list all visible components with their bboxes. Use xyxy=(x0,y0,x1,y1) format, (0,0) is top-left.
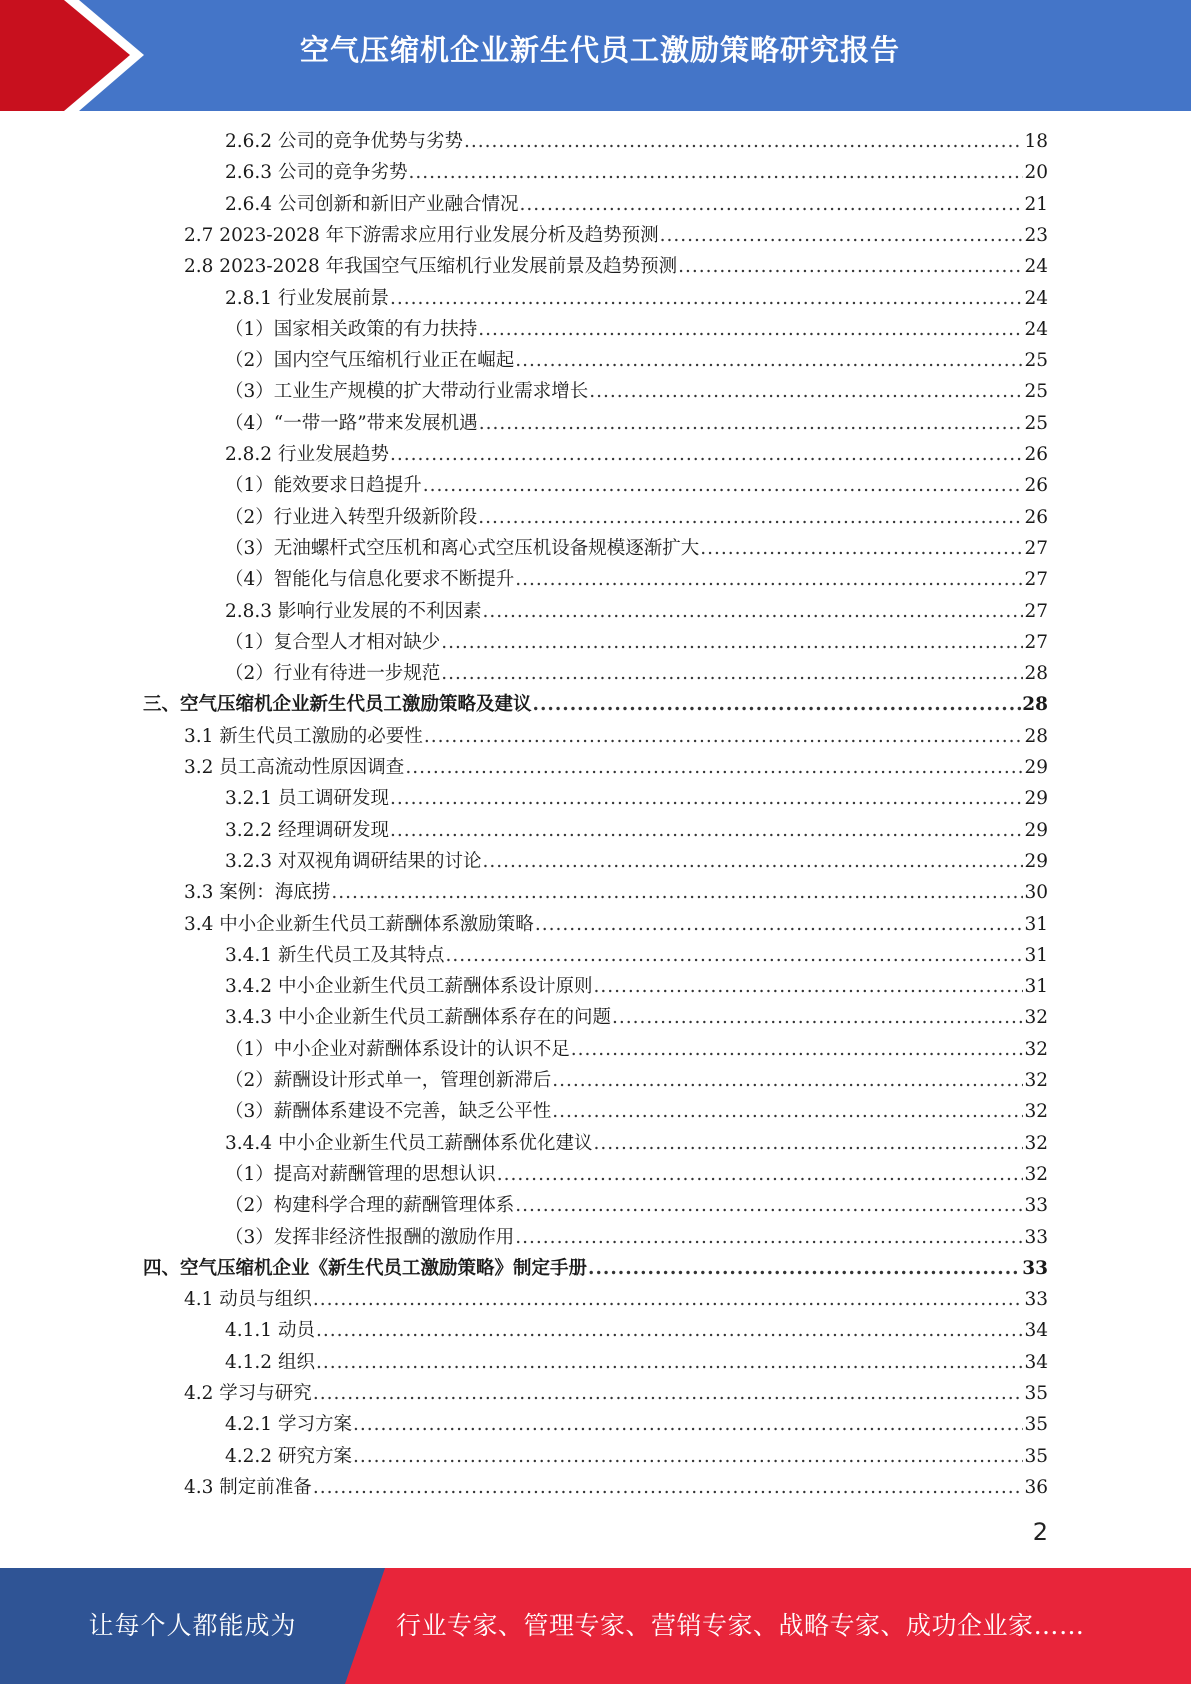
toc-entry[interactable] xyxy=(225,1035,1048,1066)
toc-entry-page: 31 xyxy=(1024,976,1048,998)
toc-entry-title: 2.7 2023-2028 年下游需求应用行业发展分析及趋势预测 xyxy=(184,224,659,246)
toc-entry-page: 30 xyxy=(1024,882,1048,904)
toc-entry-title: 4.3 制定前准备 xyxy=(184,1476,312,1498)
header-arrow-decoration xyxy=(0,0,150,111)
toc-entry[interactable] xyxy=(184,1285,1048,1316)
toc-entry-title: （3）无油螺杆式空压机和离心式空压机设备规模逐渐扩大 xyxy=(225,537,700,559)
toc-dot-leader xyxy=(464,131,1023,152)
toc-entry-page: 26 xyxy=(1024,444,1048,465)
toc-entry[interactable] xyxy=(225,1066,1048,1097)
toc-entry[interactable] xyxy=(225,377,1048,408)
toc-entry-title: 四、空气压缩机企业《新生代员工激励策略》制定手册 xyxy=(143,1257,588,1279)
toc-entry-page: 25 xyxy=(1024,412,1048,434)
toc-dot-leader xyxy=(390,444,1023,465)
toc-entry-title: 2.8.1 行业发展前景 xyxy=(225,287,389,309)
toc-entry[interactable] xyxy=(184,252,1048,283)
toc-entry-title: （1）提高对薪酬管理的思想认识 xyxy=(225,1163,496,1185)
toc-entry[interactable] xyxy=(225,1129,1048,1160)
toc-dot-leader xyxy=(497,1164,1024,1185)
toc-entry[interactable] xyxy=(225,784,1048,815)
toc-entry-title: 4.1.1 动员 xyxy=(225,1320,315,1342)
toc-entry[interactable] xyxy=(225,471,1048,502)
toc-dot-leader xyxy=(700,538,1023,559)
toc-entry-title: 3.4.1 新生代员工及其特点 xyxy=(225,944,445,966)
toc-entry-title: 3.4.2 中小企业新生代员工薪酬体系设计原则 xyxy=(225,976,593,998)
toc-dot-leader xyxy=(482,601,1023,622)
toc-entry-page: 35 xyxy=(1024,1414,1048,1436)
toc-entry-title: 3.3 案例：海底捞 xyxy=(184,882,331,904)
toc-entry-page: 31 xyxy=(1024,944,1048,966)
toc-entry[interactable] xyxy=(225,1160,1048,1191)
toc-entry-page: 27 xyxy=(1024,569,1048,591)
toc-entry[interactable] xyxy=(225,1410,1048,1441)
toc-entry-title: 2.8.3 影响行业发展的不利因素 xyxy=(225,600,482,622)
toc-entry-title: 4.2.2 研究方案 xyxy=(225,1445,352,1467)
toc-entry-page: 33 xyxy=(1024,1226,1048,1248)
toc-entry-page: 18 xyxy=(1024,131,1048,152)
toc-entry-title: 2.8.2 行业发展趋势 xyxy=(225,444,389,465)
toc-entry-page: 33 xyxy=(1024,1195,1048,1217)
toc-dot-leader xyxy=(423,475,1024,496)
toc-entry-page: 28 xyxy=(1024,725,1048,747)
toc-dot-leader xyxy=(353,1446,1024,1467)
toc-dot-leader xyxy=(612,1007,1023,1028)
toc-dot-leader xyxy=(313,1383,1024,1404)
toc-entry-page: 26 xyxy=(1024,506,1048,528)
toc-entry-page: 25 xyxy=(1024,381,1048,403)
toc-entry-title: 3.4 中小企业新生代员工薪酬体系激励策略 xyxy=(184,913,534,935)
toc-entry-title: （4）智能化与信息化要求不断提升 xyxy=(225,569,515,591)
toc-dot-leader xyxy=(331,882,1023,903)
toc-entry-title: 4.2.1 学习方案 xyxy=(225,1414,352,1436)
toc-dot-leader xyxy=(589,381,1023,402)
toc-entry[interactable] xyxy=(143,1254,1048,1285)
toc-entry-title: 4.1.2 组织 xyxy=(225,1351,315,1373)
page-footer xyxy=(0,1568,1191,1684)
toc-dot-leader xyxy=(424,726,1024,747)
toc-entry-page: 32 xyxy=(1024,1070,1048,1091)
toc-entry-title: （2）行业有待进一步规范 xyxy=(225,663,441,685)
toc-entry-title: （2）行业进入转型升级新阶段 xyxy=(225,506,478,528)
toc-entry-title: 4.1 动员与组织 xyxy=(184,1289,312,1311)
toc-entry[interactable] xyxy=(225,503,1048,534)
toc-entry-title: 3.4.3 中小企业新生代员工薪酬体系存在的问题 xyxy=(225,1007,611,1029)
toc-entry[interactable] xyxy=(184,722,1048,753)
toc-entry[interactable] xyxy=(225,597,1048,628)
toc-dot-leader xyxy=(405,757,1023,778)
toc-entry-page: 27 xyxy=(1024,600,1048,622)
toc-entry-title: 2.6.4 公司创新和新旧产业融合情况 xyxy=(225,193,519,215)
toc-entry-title: （1）能效要求日趋提升 xyxy=(225,475,422,497)
toc-entry-page: 36 xyxy=(1024,1476,1048,1498)
toc-entry[interactable] xyxy=(225,1442,1048,1473)
toc-entry[interactable] xyxy=(225,409,1048,440)
toc-entry-page: 32 xyxy=(1024,1101,1048,1123)
toc-dot-leader xyxy=(593,1133,1023,1154)
toc-entry[interactable] xyxy=(225,628,1048,659)
toc-dot-leader xyxy=(519,194,1023,215)
toc-dot-leader xyxy=(515,1195,1023,1216)
toc-entry-page: 24 xyxy=(1024,256,1048,278)
toc-entry-page: 24 xyxy=(1024,287,1048,309)
toc-entry-title: （1）复合型人才相对缺少 xyxy=(225,631,441,653)
toc-entry-title: 3.2.2 经理调研发现 xyxy=(225,819,389,841)
toc-dot-leader xyxy=(535,914,1024,935)
toc-entry-page: 29 xyxy=(1024,819,1048,841)
toc-entry-page: 27 xyxy=(1024,537,1048,559)
toc-entry-page: 33 xyxy=(1022,1257,1048,1279)
toc-entry[interactable] xyxy=(143,690,1048,721)
toc-entry-title: 三、空气压缩机企业新生代员工激励策略及建议 xyxy=(143,694,532,716)
toc-entry[interactable] xyxy=(225,346,1048,377)
toc-dot-leader xyxy=(478,319,1023,340)
toc-dot-leader xyxy=(353,1414,1024,1435)
toc-entry-title: （3）工业生产规模的扩大带动行业需求增长 xyxy=(225,381,589,403)
toc-dot-leader xyxy=(441,663,1023,684)
toc-entry-title: （3）发挥非经济性报酬的激励作用 xyxy=(225,1226,515,1248)
toc-entry[interactable] xyxy=(225,1191,1048,1222)
toc-entry[interactable] xyxy=(225,941,1048,972)
toc-entry-page: 34 xyxy=(1024,1320,1048,1342)
toc-entry[interactable] xyxy=(225,816,1048,847)
footer-slogan-right: 行业专家、管理专家、营销专家、战略专家、成功企业家…… xyxy=(396,1611,1085,1640)
toc-dot-leader xyxy=(660,225,1024,246)
toc-entry-page: 29 xyxy=(1024,788,1048,810)
toc-entry-page: 34 xyxy=(1024,1351,1048,1373)
toc-entry[interactable] xyxy=(184,753,1048,784)
toc-entry-page: 27 xyxy=(1024,631,1048,653)
toc-dot-leader xyxy=(408,162,1023,183)
toc-dot-leader xyxy=(390,820,1023,841)
toc-entry-title: 2.6.3 公司的竞争劣势 xyxy=(225,162,408,184)
toc-dot-leader xyxy=(445,945,1023,966)
toc-entry-title: 3.2.3 对双视角调研结果的讨论 xyxy=(225,850,482,872)
toc-entry-title: 2.8 2023-2028 年我国空气压缩机行业发展前景及趋势预测 xyxy=(184,256,678,278)
toc-entry[interactable] xyxy=(225,127,1048,158)
page-number: 2 xyxy=(1032,1518,1048,1546)
toc-dot-leader xyxy=(482,851,1023,872)
toc-dot-leader xyxy=(479,413,1024,434)
toc-entry-page: 25 xyxy=(1024,350,1048,372)
toc-entry-page: 32 xyxy=(1024,1038,1048,1060)
toc-dot-leader xyxy=(313,1477,1024,1498)
toc-dot-leader xyxy=(515,350,1023,371)
toc-entry-title: （2）薪酬设计形式单一，管理创新滞后 xyxy=(225,1070,552,1091)
toc-entry[interactable] xyxy=(225,847,1048,878)
toc-entry[interactable] xyxy=(225,1316,1048,1347)
toc-entry-title: 2.6.2 公司的竞争优势与劣势 xyxy=(225,131,463,152)
toc-dot-leader xyxy=(588,1258,1021,1279)
toc-dot-leader xyxy=(515,1227,1023,1248)
toc-entry-page: 28 xyxy=(1022,694,1048,716)
toc-dot-leader xyxy=(571,1039,1024,1060)
toc-entry-page: 21 xyxy=(1024,193,1048,215)
toc-entry[interactable] xyxy=(225,1223,1048,1254)
toc-entry[interactable] xyxy=(184,1473,1048,1504)
toc-entry[interactable] xyxy=(225,1097,1048,1128)
report-title: 空气压缩机企业新生代员工激励策略研究报告 xyxy=(299,33,900,67)
toc-entry[interactable] xyxy=(184,910,1048,941)
toc-entry-title: 3.4.4 中小企业新生代员工薪酬体系优化建议 xyxy=(225,1132,593,1154)
toc-entry-title: 3.2.1 员工调研发现 xyxy=(225,788,389,810)
toc-entry-page: 23 xyxy=(1024,224,1048,246)
toc-entry[interactable] xyxy=(225,565,1048,596)
toc-entry-title: 4.2 学习与研究 xyxy=(184,1383,312,1404)
toc-dot-leader xyxy=(515,569,1023,590)
toc-entry-page: 29 xyxy=(1024,757,1048,778)
toc-entry[interactable] xyxy=(225,440,1048,471)
toc-dot-leader xyxy=(678,256,1023,277)
toc-entry-title: 3.1 新生代员工激励的必要性 xyxy=(184,725,423,747)
toc-dot-leader xyxy=(316,1320,1024,1341)
toc-dot-leader xyxy=(552,1070,1023,1091)
toc-entry[interactable] xyxy=(184,878,1048,909)
toc-dot-leader xyxy=(478,507,1023,528)
toc-entry-page: 35 xyxy=(1024,1383,1048,1404)
toc-entry-page: 32 xyxy=(1024,1132,1048,1154)
toc-dot-leader xyxy=(313,1289,1024,1310)
toc-entry-page: 26 xyxy=(1024,475,1048,497)
toc-entry-title: （2）国内空气压缩机行业正在崛起 xyxy=(225,350,515,372)
toc-dot-leader xyxy=(552,1101,1023,1122)
toc-dot-leader xyxy=(441,632,1023,653)
toc-entry[interactable] xyxy=(225,158,1048,189)
toc-entry-page: 24 xyxy=(1024,318,1048,340)
toc-entry[interactable] xyxy=(184,221,1048,252)
toc-entry-title: （1）国家相关政策的有力扶持 xyxy=(225,318,478,340)
footer-slogan-left: 让每个人都能成为 xyxy=(88,1611,297,1640)
toc-entry-page: 20 xyxy=(1024,162,1048,184)
page-header xyxy=(0,0,1191,111)
toc-entry[interactable] xyxy=(225,1003,1048,1034)
toc-entry-title: （4）“一带一路”带来发展机遇 xyxy=(225,412,478,434)
toc-entry[interactable] xyxy=(225,659,1048,690)
toc-dot-leader xyxy=(390,288,1023,309)
toc-dot-leader xyxy=(533,694,1022,715)
toc-entry[interactable] xyxy=(225,972,1048,1003)
toc-dot-leader xyxy=(316,1352,1024,1373)
toc-entry-title: （2）构建科学合理的薪酬管理体系 xyxy=(225,1195,515,1217)
toc-entry-page: 35 xyxy=(1024,1445,1048,1467)
toc-entry-title: 3.2 员工高流动性原因调查 xyxy=(184,757,405,778)
toc-entry[interactable] xyxy=(225,1348,1048,1379)
toc-entry-title: （1）中小企业对薪酬体系设计的认识不足 xyxy=(225,1038,570,1060)
toc-entry-page: 29 xyxy=(1024,850,1048,872)
toc-entry-page: 33 xyxy=(1024,1289,1048,1311)
toc-dot-leader xyxy=(593,976,1023,997)
toc-entry-page: 28 xyxy=(1024,663,1048,685)
toc-entry[interactable] xyxy=(225,284,1048,315)
toc-entry[interactable] xyxy=(225,534,1048,565)
toc-entry-page: 32 xyxy=(1024,1163,1048,1185)
toc-entry[interactable] xyxy=(225,190,1048,221)
toc-entry-page: 31 xyxy=(1024,913,1048,935)
toc-entry[interactable] xyxy=(225,315,1048,346)
toc-entry[interactable] xyxy=(184,1379,1048,1410)
toc-dot-leader xyxy=(390,788,1023,809)
toc-entry-title: （3）薪酬体系建设不完善，缺乏公平性 xyxy=(225,1101,552,1123)
toc-entry-page: 32 xyxy=(1024,1007,1048,1029)
